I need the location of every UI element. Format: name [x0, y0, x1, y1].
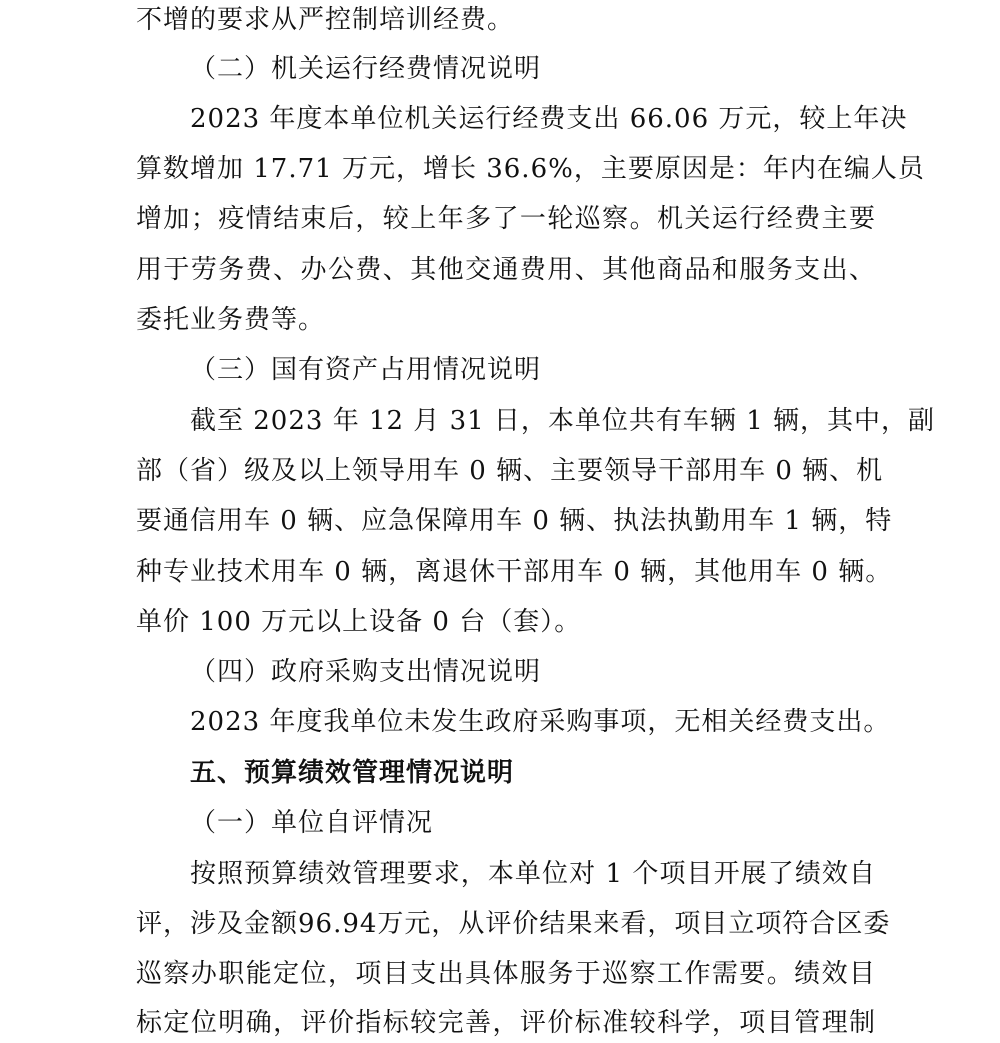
text-line: 2023 年度我单位未发生政府采购事项，无相关经费支出。: [190, 707, 891, 737]
text-line: 按照预算绩效管理要求，本单位对 1 个项目开展了绩效自: [190, 859, 876, 889]
text-line: 种专业技术用车 0 辆，离退休干部用车 0 辆，其他用车 0 辆。: [136, 557, 893, 587]
text-line: 要通信用车 0 辆、应急保障用车 0 辆、执法执勤用车 1 辆，特: [136, 506, 893, 536]
section-heading-performance: 五、预算绩效管理情况说明: [190, 758, 515, 788]
text-line: 标定位明确，评价指标较完善，评价标准较科学，项目管理制: [136, 1008, 876, 1038]
text-line: 不增的要求从严控制培训经费。: [136, 5, 515, 35]
text-line: 巡察办职能定位，项目支出具体服务于巡察工作需要。绩效目: [136, 959, 876, 989]
text-line: 算数增加 17.71 万元，增长 36.6%，主要原因是：年内在编人员: [136, 154, 925, 184]
text-line: 2023 年度本单位机关运行经费支出 66.06 万元，较上年决: [190, 104, 908, 134]
subsection-heading-procurement: （四）政府采购支出情况说明: [190, 657, 542, 687]
text-line: 单价 100 万元以上设备 0 台（套）。: [136, 607, 582, 637]
text-line: 部（省）级及以上领导用车 0 辆、主要领导干部用车 0 辆、机: [136, 456, 884, 486]
subsection-heading-self-evaluation: （一）单位自评情况: [190, 808, 434, 838]
subsection-heading-state-assets: （三）国有资产占用情况说明: [190, 355, 542, 385]
text-line: 用于劳务费、办公费、其他交通费用、其他商品和服务支出、: [136, 255, 876, 285]
text-line: 增加；疫情结束后，较上年多了一轮巡察。机关运行经费主要: [136, 204, 876, 234]
text-line: 截至 2023 年 12 月 31 日，本单位共有车辆 1 辆，其中，副: [190, 406, 935, 436]
subsection-heading-operating-costs: （二）机关运行经费情况说明: [190, 54, 542, 84]
text-line: 评，涉及金额96.94万元，从评价结果来看，项目立项符合区委: [136, 909, 891, 939]
text-line: 委托业务费等。: [136, 305, 326, 335]
